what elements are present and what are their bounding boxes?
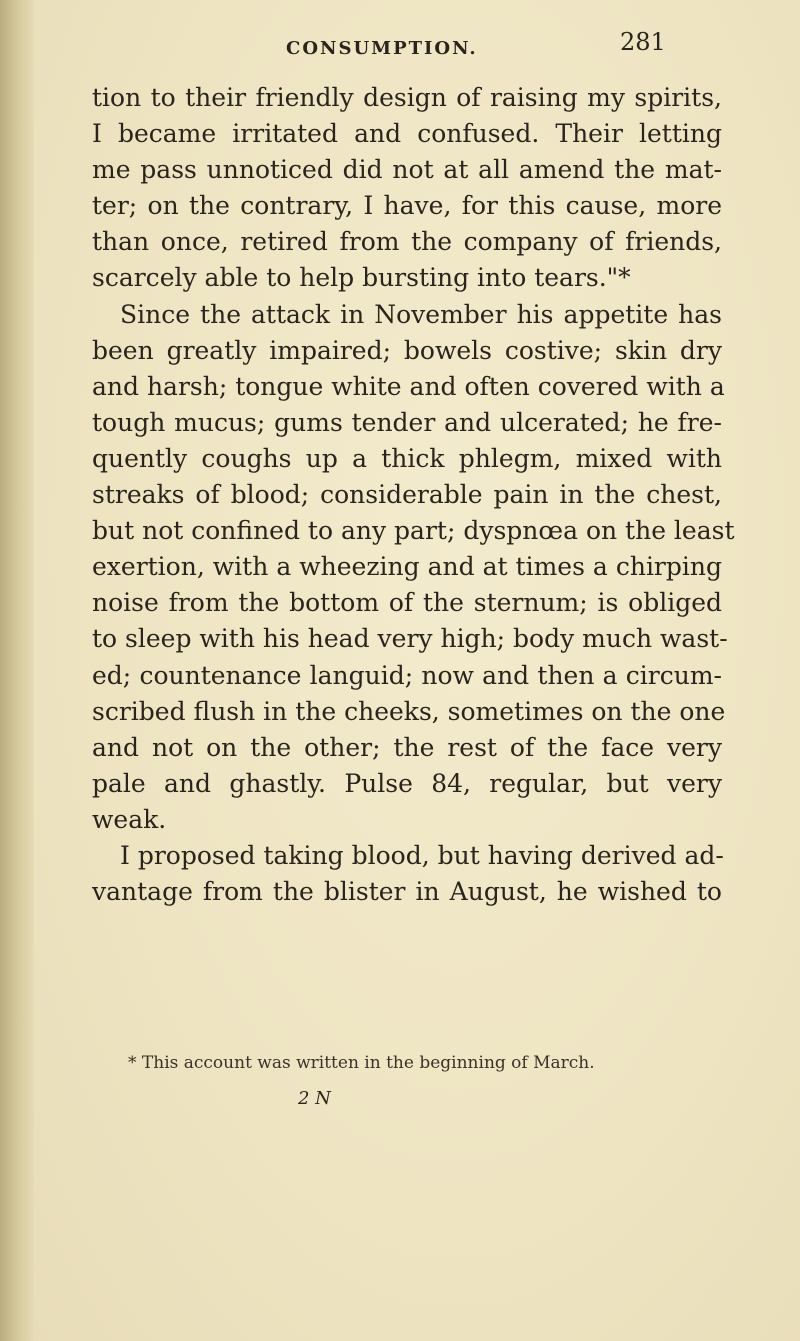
text-line: to sleep with his head very high; body much wast- [92,624,728,654]
text-line: exertion, with a wheezing and at times a chirping [92,552,722,582]
text-line: quently coughs up a thick phlegm, mixed with [92,443,722,473]
footnote: * This account was written in the beginning of March. [128,1053,595,1073]
text-line: been greatly impaired; bowels costive; skin dry [92,335,722,365]
text-line: vantage from the blister in August, he wished to [92,877,722,907]
text-line: streaks of blood; considerable pain in the chest, [92,480,722,510]
running-head [0,28,800,68]
text-line: noise from the bottom of the sternum; is obliged [92,588,722,618]
text-line: but not confined to any part; dyspnœa on the least [92,516,735,546]
text-line: tion to their friendly design of raising my spirits, [92,83,722,112]
text-line: ed; countenance languid; now and then a circum- [92,660,722,690]
text-line: Since the attack in November his appetite has [120,299,722,329]
text-line: ter; on the contrary, I have, for this cause, more [92,191,722,221]
body-text [92,80,735,910]
text-line: tough mucus; gums tender and ulcerated; he fre- [92,407,722,437]
text-line: and harsh; tongue white and often covered with a [92,371,725,401]
text-line: than once, retired from the company of friends, [92,227,722,257]
page-number: 281 [620,28,666,56]
text-line: I proposed taking blood, but having derived ad- [120,840,724,870]
text-line: pale and ghastly. Pulse 84, regular, but very [92,768,722,798]
text-line: and not on the other; the rest of the face very [92,732,722,762]
text-line: weak. [92,804,167,834]
text-line: I became irritated and confused. Their letting [92,119,722,149]
text-line: scribed flush in the cheeks, sometimes on the one [92,696,726,726]
signature-mark: 2 N [298,1088,331,1109]
page-binding [0,0,34,1341]
text-line: scarcely able to help bursting into tears."* [92,263,631,293]
running-title: CONSUMPTION. [286,38,478,59]
text-line: me pass unnoticed did not at all amend the mat- [92,155,722,185]
